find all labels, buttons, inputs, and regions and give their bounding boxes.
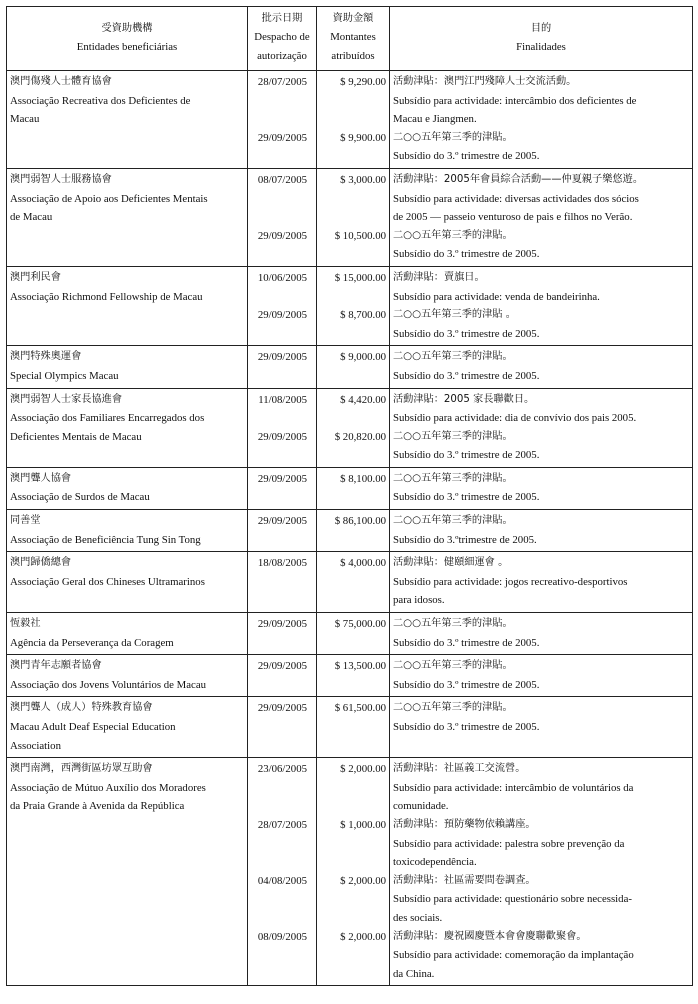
- table-header-row: [7, 7, 693, 71]
- amount-cell: [317, 552, 390, 613]
- entity-cell: [7, 655, 248, 697]
- grant-date: 23/06/2005: [257, 763, 307, 776]
- entity-cell: [7, 388, 248, 467]
- purpose-zh: 二○○五年第三季的津貼。: [393, 702, 513, 714]
- grant-date: 29/09/2005: [257, 131, 307, 144]
- table-row: [7, 758, 693, 986]
- purpose-zh: 二○○五年第三季的津貼。: [393, 515, 513, 527]
- table-body: [7, 71, 693, 986]
- entity-cell: [7, 613, 248, 655]
- purpose-pt: Subsídio do 3.º trimestre de 2005.: [393, 150, 540, 163]
- grant-date: 29/09/2005: [257, 660, 307, 673]
- purpose-cell: [390, 758, 693, 986]
- header-amount-pt2: atribuídos: [331, 50, 375, 62]
- header-amount-pt1: Montantes: [330, 31, 376, 43]
- grant-table: [6, 6, 693, 986]
- entity-name-pt: da Praia Grande à Avenida da República: [10, 800, 185, 813]
- entity-name-pt: Associação Recreativa dos Deficientes de: [10, 94, 191, 107]
- grant-amount: $ 75,000.00: [334, 618, 386, 631]
- purpose-pt: para idosos.: [393, 594, 445, 607]
- table-row: [7, 266, 693, 345]
- purpose-pt: Subsídio do 3.ºtrimestre de 2005.: [393, 533, 537, 546]
- purpose-pt: Subsídio do 3.º trimestre de 2005.: [393, 449, 540, 462]
- grant-amount: $ 20,820.00: [334, 430, 386, 443]
- grant-amount: $ 3,000.00: [340, 173, 386, 186]
- table-row: [7, 388, 693, 467]
- purpose-pt: Subsídio do 3.º trimestre de 2005.: [393, 678, 540, 691]
- purpose-cell: [390, 266, 693, 345]
- purpose-cell: [390, 388, 693, 467]
- date-cell: [248, 758, 317, 986]
- purpose-pt: Subsídio do 3.º trimestre de 2005.: [393, 491, 540, 504]
- amount-cell: [317, 346, 390, 388]
- entity-cell: [7, 346, 248, 388]
- table-row: [7, 697, 693, 758]
- purpose-zh: 活動津貼：社區需要問卷調查。: [393, 874, 536, 886]
- grant-amount: $ 9,290.00: [340, 76, 386, 88]
- grant-date: 08/09/2005: [257, 930, 307, 943]
- grant-amount: $ 15,000.00: [334, 271, 386, 284]
- grant-date: 11/08/2005: [258, 393, 307, 406]
- date-cell: [248, 71, 317, 169]
- purpose-pt: Macau e Jiangmen.: [393, 113, 477, 126]
- amount-cell: [317, 655, 390, 697]
- entity-cell: [7, 697, 248, 758]
- entity-cell: [7, 758, 248, 986]
- purpose-pt: Subsídio do 3.º trimestre de 2005.: [393, 721, 540, 733]
- purpose-cell: [390, 346, 693, 388]
- grant-date: 29/09/2005: [257, 515, 307, 528]
- grant-date: 29/09/2005: [257, 351, 307, 364]
- grant-amount: $ 9,900.00: [340, 131, 386, 144]
- header-entities: [7, 7, 248, 71]
- grant-date: 28/07/2005: [257, 76, 307, 88]
- purpose-pt: Subsídio do 3.º trimestre de 2005.: [393, 327, 540, 340]
- amount-cell: [317, 467, 390, 509]
- header-purpose-pt: Finalidades: [516, 40, 566, 53]
- date-cell: [248, 613, 317, 655]
- purpose-pt: Subsídio para actividade: intercâmbio dos deficientes de: [393, 94, 637, 107]
- grant-date: 29/09/2005: [257, 430, 307, 443]
- entity-name-pt: Associação de Surdos de Macau: [10, 491, 150, 504]
- grant-amount: $ 2,000.00: [340, 763, 386, 776]
- grant-amount: $ 61,500.00: [334, 702, 386, 715]
- entity-cell: [7, 266, 248, 345]
- purpose-zh: 二○○五年第三季的津貼。: [393, 660, 513, 672]
- purpose-pt: Subsídio do 3.º trimestre de 2005.: [393, 248, 540, 261]
- entity-name-zh: 澳門利民會: [10, 271, 61, 283]
- purpose-pt: da China.: [393, 967, 435, 980]
- purpose-pt: Subsídio para actividade: intercâmbio de voluntários da: [393, 781, 634, 794]
- amount-cell: [317, 388, 390, 467]
- date-cell: [248, 266, 317, 345]
- grant-amount: $ 86,100.00: [334, 515, 386, 528]
- entity-name-pt: de Macau: [10, 211, 53, 224]
- purpose-cell: [390, 467, 693, 509]
- purpose-pt: Subsídio para actividade: jogos recreativo-desportivos: [393, 575, 628, 588]
- header-purpose-zh: 目的: [530, 22, 552, 34]
- grant-amount: $ 2,000.00: [340, 930, 386, 943]
- table-row: [7, 467, 693, 509]
- entity-name-pt: Association: [10, 739, 61, 752]
- entity-cell: [7, 510, 248, 552]
- entity-name-pt: Associação dos Familiares Encarregados dos: [10, 412, 205, 425]
- entity-name-pt: Special Olympics Macau: [10, 369, 119, 382]
- amount-cell: [317, 613, 390, 655]
- entity-name-zh: 澳門弱智人士家長協進會: [10, 393, 123, 405]
- purpose-cell: [390, 655, 693, 697]
- table-row: [7, 346, 693, 388]
- purpose-zh: 活動津貼：慶祝國慶暨本會會慶聯歡聚會。: [393, 930, 587, 942]
- grant-amount: $ 9,000.00: [340, 351, 386, 364]
- entity-name-zh: 澳門南灣，西灣街區坊眾互助會: [10, 763, 153, 775]
- entity-name-pt: Associação Geral dos Chineses Ultramarinos: [10, 575, 205, 588]
- entity-name-zh: 澳門聾人（成人）特殊教育協會: [10, 702, 153, 714]
- purpose-pt: de 2005 — passeio venturoso de pais e filhos no Verão.: [393, 211, 633, 224]
- grant-amount: $ 8,700.00: [340, 309, 386, 322]
- purpose-zh: 活動津貼：預防藥物依賴講座。: [393, 818, 536, 830]
- entity-cell: [7, 71, 248, 169]
- grant-date: 29/09/2005: [257, 309, 307, 322]
- grant-amount: $ 10,500.00: [334, 229, 386, 242]
- entity-name-pt: Macau: [10, 113, 40, 126]
- header-entities-pt: Entidades beneficiárias: [76, 40, 178, 53]
- purpose-cell: [390, 552, 693, 613]
- purpose-pt: Subsídio do 3.º trimestre de 2005.: [393, 369, 540, 382]
- grant-date: 29/09/2005: [257, 472, 307, 485]
- entity-cell: [7, 552, 248, 613]
- entity-name-zh: 同善堂: [10, 515, 41, 527]
- entity-name-pt: Associação de Apoio aos Deficientes Mentais: [10, 192, 208, 205]
- purpose-pt: Subsídio para actividade: questionário sobre necessida-: [393, 893, 632, 906]
- purpose-zh: 二○○五年第三季的津貼。: [393, 618, 513, 630]
- purpose-pt: Subsídio para actividade: venda de bandeirinha.: [393, 290, 600, 303]
- header-amount: [317, 7, 390, 71]
- grant-amount: $ 13,500.00: [334, 660, 386, 673]
- purpose-zh: 二○○五年第三季的津貼。: [393, 430, 513, 442]
- entity-name-zh: 澳門歸僑總會: [10, 557, 72, 569]
- purpose-cell: [390, 697, 693, 758]
- amount-cell: [317, 71, 390, 169]
- entity-name-zh: 澳門聾人協會: [10, 472, 72, 484]
- entity-name-pt: Agência da Perseverança da Coragem: [10, 636, 174, 649]
- table-row: [7, 552, 693, 613]
- grant-date: 08/07/2005: [257, 173, 307, 186]
- purpose-zh: 二○○五年第三季的津貼。: [393, 131, 513, 143]
- amount-cell: [317, 758, 390, 986]
- table-row: [7, 510, 693, 552]
- header-date: [248, 7, 317, 71]
- date-cell: [248, 168, 317, 266]
- entity-name-pt: Macau Adult Deaf Especial Education: [10, 721, 176, 733]
- entity-name-zh: 澳門傷殘人士體育協會: [10, 76, 112, 87]
- purpose-zh: 活動津貼：2005年會員綜合活動——仲夏親子樂悠遊。: [393, 173, 644, 185]
- purpose-zh: 活動津貼：賣旗日。: [393, 271, 485, 283]
- purpose-zh: 二○○五年第三季的津貼。: [393, 229, 513, 241]
- grant-amount: $ 8,100.00: [340, 472, 386, 485]
- entity-name-pt: Deficientes Mentais de Macau: [10, 430, 142, 443]
- header-date-pt2: autorização: [257, 50, 307, 62]
- grant-date: 29/09/2005: [257, 618, 307, 631]
- date-cell: [248, 467, 317, 509]
- purpose-zh: 活動津貼：健頤細運會 。: [393, 557, 509, 569]
- amount-cell: [317, 510, 390, 552]
- purpose-zh: 二○○五年第三季的津貼。: [393, 472, 513, 484]
- table-row: [7, 655, 693, 697]
- header-date-zh: 批示日期: [261, 13, 303, 24]
- grant-date: 29/09/2005: [257, 702, 307, 715]
- date-cell: [248, 552, 317, 613]
- date-cell: [248, 388, 317, 467]
- grant-amount: $ 4,420.00: [340, 393, 386, 406]
- purpose-cell: [390, 168, 693, 266]
- purpose-zh: 活動津貼：社區義工交流營。: [393, 763, 526, 775]
- grant-date: 28/07/2005: [257, 818, 307, 831]
- entity-name-pt: Associação dos Jovens Voluntários de Macau: [10, 678, 207, 691]
- grant-date: 18/08/2005: [257, 557, 307, 570]
- amount-cell: [317, 266, 390, 345]
- table-row: [7, 613, 693, 655]
- purpose-pt: comunidade.: [393, 800, 449, 813]
- entity-cell: [7, 168, 248, 266]
- purpose-zh: 二○○五年第三季的津貼。: [393, 351, 513, 363]
- purpose-zh: 活動津貼：2005 家長聯歡日。: [393, 393, 535, 405]
- date-cell: [248, 697, 317, 758]
- date-cell: [248, 346, 317, 388]
- purpose-pt: des sociais.: [393, 911, 443, 924]
- date-cell: [248, 510, 317, 552]
- header-amount-zh: 資助金額: [332, 13, 374, 24]
- purpose-zh: 活動津貼：澳門江門殘障人士交流活動。: [393, 76, 577, 87]
- entity-name-pt: Associação de Beneficiência Tung Sin Tong: [10, 533, 201, 546]
- entity-name-zh: 澳門青年志願者協會: [10, 660, 102, 672]
- purpose-zh: 二○○五年第三季的津貼 。: [393, 309, 516, 321]
- date-cell: [248, 655, 317, 697]
- entity-name-zh: 澳門弱智人士服務協會: [10, 173, 112, 185]
- purpose-pt: Subsídio para actividade: diversas actividades dos sócios: [393, 192, 639, 205]
- amount-cell: [317, 697, 390, 758]
- purpose-pt: Subsídio para actividade: comemoração da implantação: [393, 949, 634, 962]
- grant-amount: $ 1,000.00: [340, 818, 386, 831]
- purpose-cell: [390, 510, 693, 552]
- entity-name-zh: 澳門特殊奧運會: [10, 351, 82, 363]
- grant-date: 10/06/2005: [257, 271, 307, 284]
- header-entities-zh: 受資助機構: [101, 22, 153, 34]
- purpose-pt: Subsídio para actividade: palestra sobre prevenção da: [393, 837, 625, 850]
- header-purpose: [390, 7, 693, 71]
- header-date-pt1: Despacho de: [254, 31, 310, 43]
- purpose-pt: toxicodependência.: [393, 856, 477, 869]
- grant-date: 04/08/2005: [257, 874, 307, 887]
- table-row: [7, 168, 693, 266]
- amount-cell: [317, 168, 390, 266]
- entity-name-pt: Associação Richmond Fellowship de Macau: [10, 290, 203, 303]
- purpose-pt: Subsídio do 3.º trimestre de 2005.: [393, 636, 540, 649]
- entity-name-zh: 恆毅社: [10, 618, 41, 630]
- grant-date: 29/09/2005: [257, 229, 307, 242]
- entity-name-pt: Associação de Mútuo Auxílio dos Moradores: [10, 781, 206, 794]
- table-row: [7, 71, 693, 169]
- grant-amount: $ 4,000.00: [340, 557, 386, 570]
- purpose-pt: Subsídio para actividade: dia de convívio dos pais 2005.: [393, 412, 637, 425]
- entity-cell: [7, 467, 248, 509]
- grant-amount: $ 2,000.00: [340, 874, 386, 887]
- purpose-cell: [390, 613, 693, 655]
- purpose-cell: [390, 71, 693, 169]
